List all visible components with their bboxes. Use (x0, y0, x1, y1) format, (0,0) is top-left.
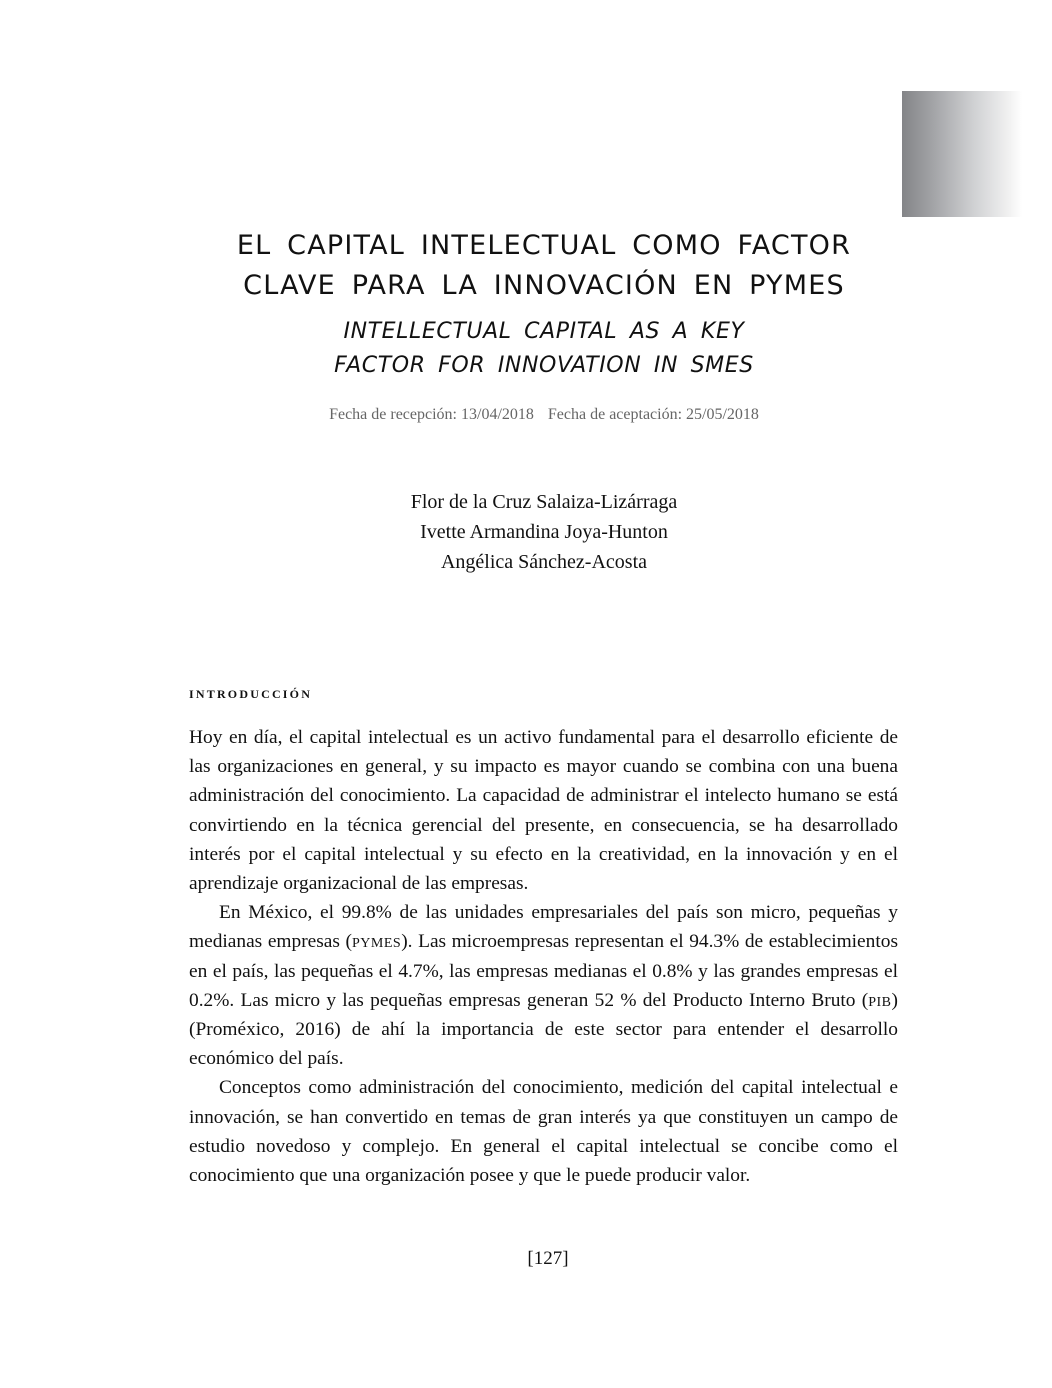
acceptance-date: Fecha de aceptación: 25/05/2018 (547, 406, 759, 423)
reception-date: Fecha de recepción: 13/04/2018 (329, 406, 534, 423)
paragraph-2-part-3: ) (Proméxico, 2016) de ahí la importancia de este sector para entender el desarrollo económico del país. (189, 989, 898, 1070)
paragraph-2 (189, 898, 898, 1073)
subtitle-line-1: INTELLECTUAL CAPITAL AS A KEY (343, 319, 745, 344)
paragraph-1: Hoy en día, el capital intelectual es un activo fundamental para el desarrollo eficiente de las organizaciones en general, y su impacto es mayor cuando se combina con una buena administración del conocimiento. La capacidad de administrar el intelecto humano se está convirtiendo en la técnica gerencial del presente, en consecuencia, se ha desarrollado interés por el capital intelectual y su efecto en la creatividad, en la innovación y en el aprendizaje organizacional de las empresas. (189, 727, 898, 895)
submission-dates (0, 406, 1052, 424)
author-list (0, 487, 1052, 577)
author-2: Ivette Armandina Joya-Hunton (420, 521, 668, 543)
article-body (189, 723, 898, 1190)
abbr-pib: pib (868, 989, 892, 1011)
subtitle-line-2: FACTOR FOR INNOVATION IN SMES (334, 353, 754, 378)
paragraph-2-part-2: ). Las microempresas representan el 94.3% de establecimientos en el país, las pequeñas el 4.7%, las empresas medianas el 0.8% y las grandes empresas el 0.2%. Las micro y las pequeñas empresas generan 52 % del Producto Interno Bruto ( (189, 931, 898, 1011)
paragraph-3: Conceptos como administración del conocimiento, medición del capital intelectual e innovación, se han convertido en temas de gran interés ya que constituyen un campo de estudio novedoso y complejo. En general el capital intelectual se concibe como el conocimiento que una organización posee y que le puede producir valor. (189, 1077, 898, 1187)
author-3: Angélica Sánchez-Acosta (440, 551, 647, 573)
abbr-pymes: pymes (352, 931, 402, 953)
article-title (0, 226, 1052, 306)
section-heading-introduccion: introducción (189, 683, 313, 703)
title-line-1: EL CAPITAL INTELECTUAL COMO FACTOR (236, 230, 852, 262)
page-number: [127] (527, 1248, 569, 1269)
author-1: Flor de la Cruz Salaiza-Lizárraga (410, 491, 678, 513)
chapter-thumb-tab (902, 91, 1022, 217)
paragraph-2-part-1: En México, el 99.8% de las unidades empresariales del país son micro, pequeñas y medianas empresas ( (189, 902, 898, 953)
article-subtitle-english (0, 315, 1052, 383)
title-line-2: CLAVE PARA LA INNOVACIÓN EN PYMES (243, 270, 845, 302)
